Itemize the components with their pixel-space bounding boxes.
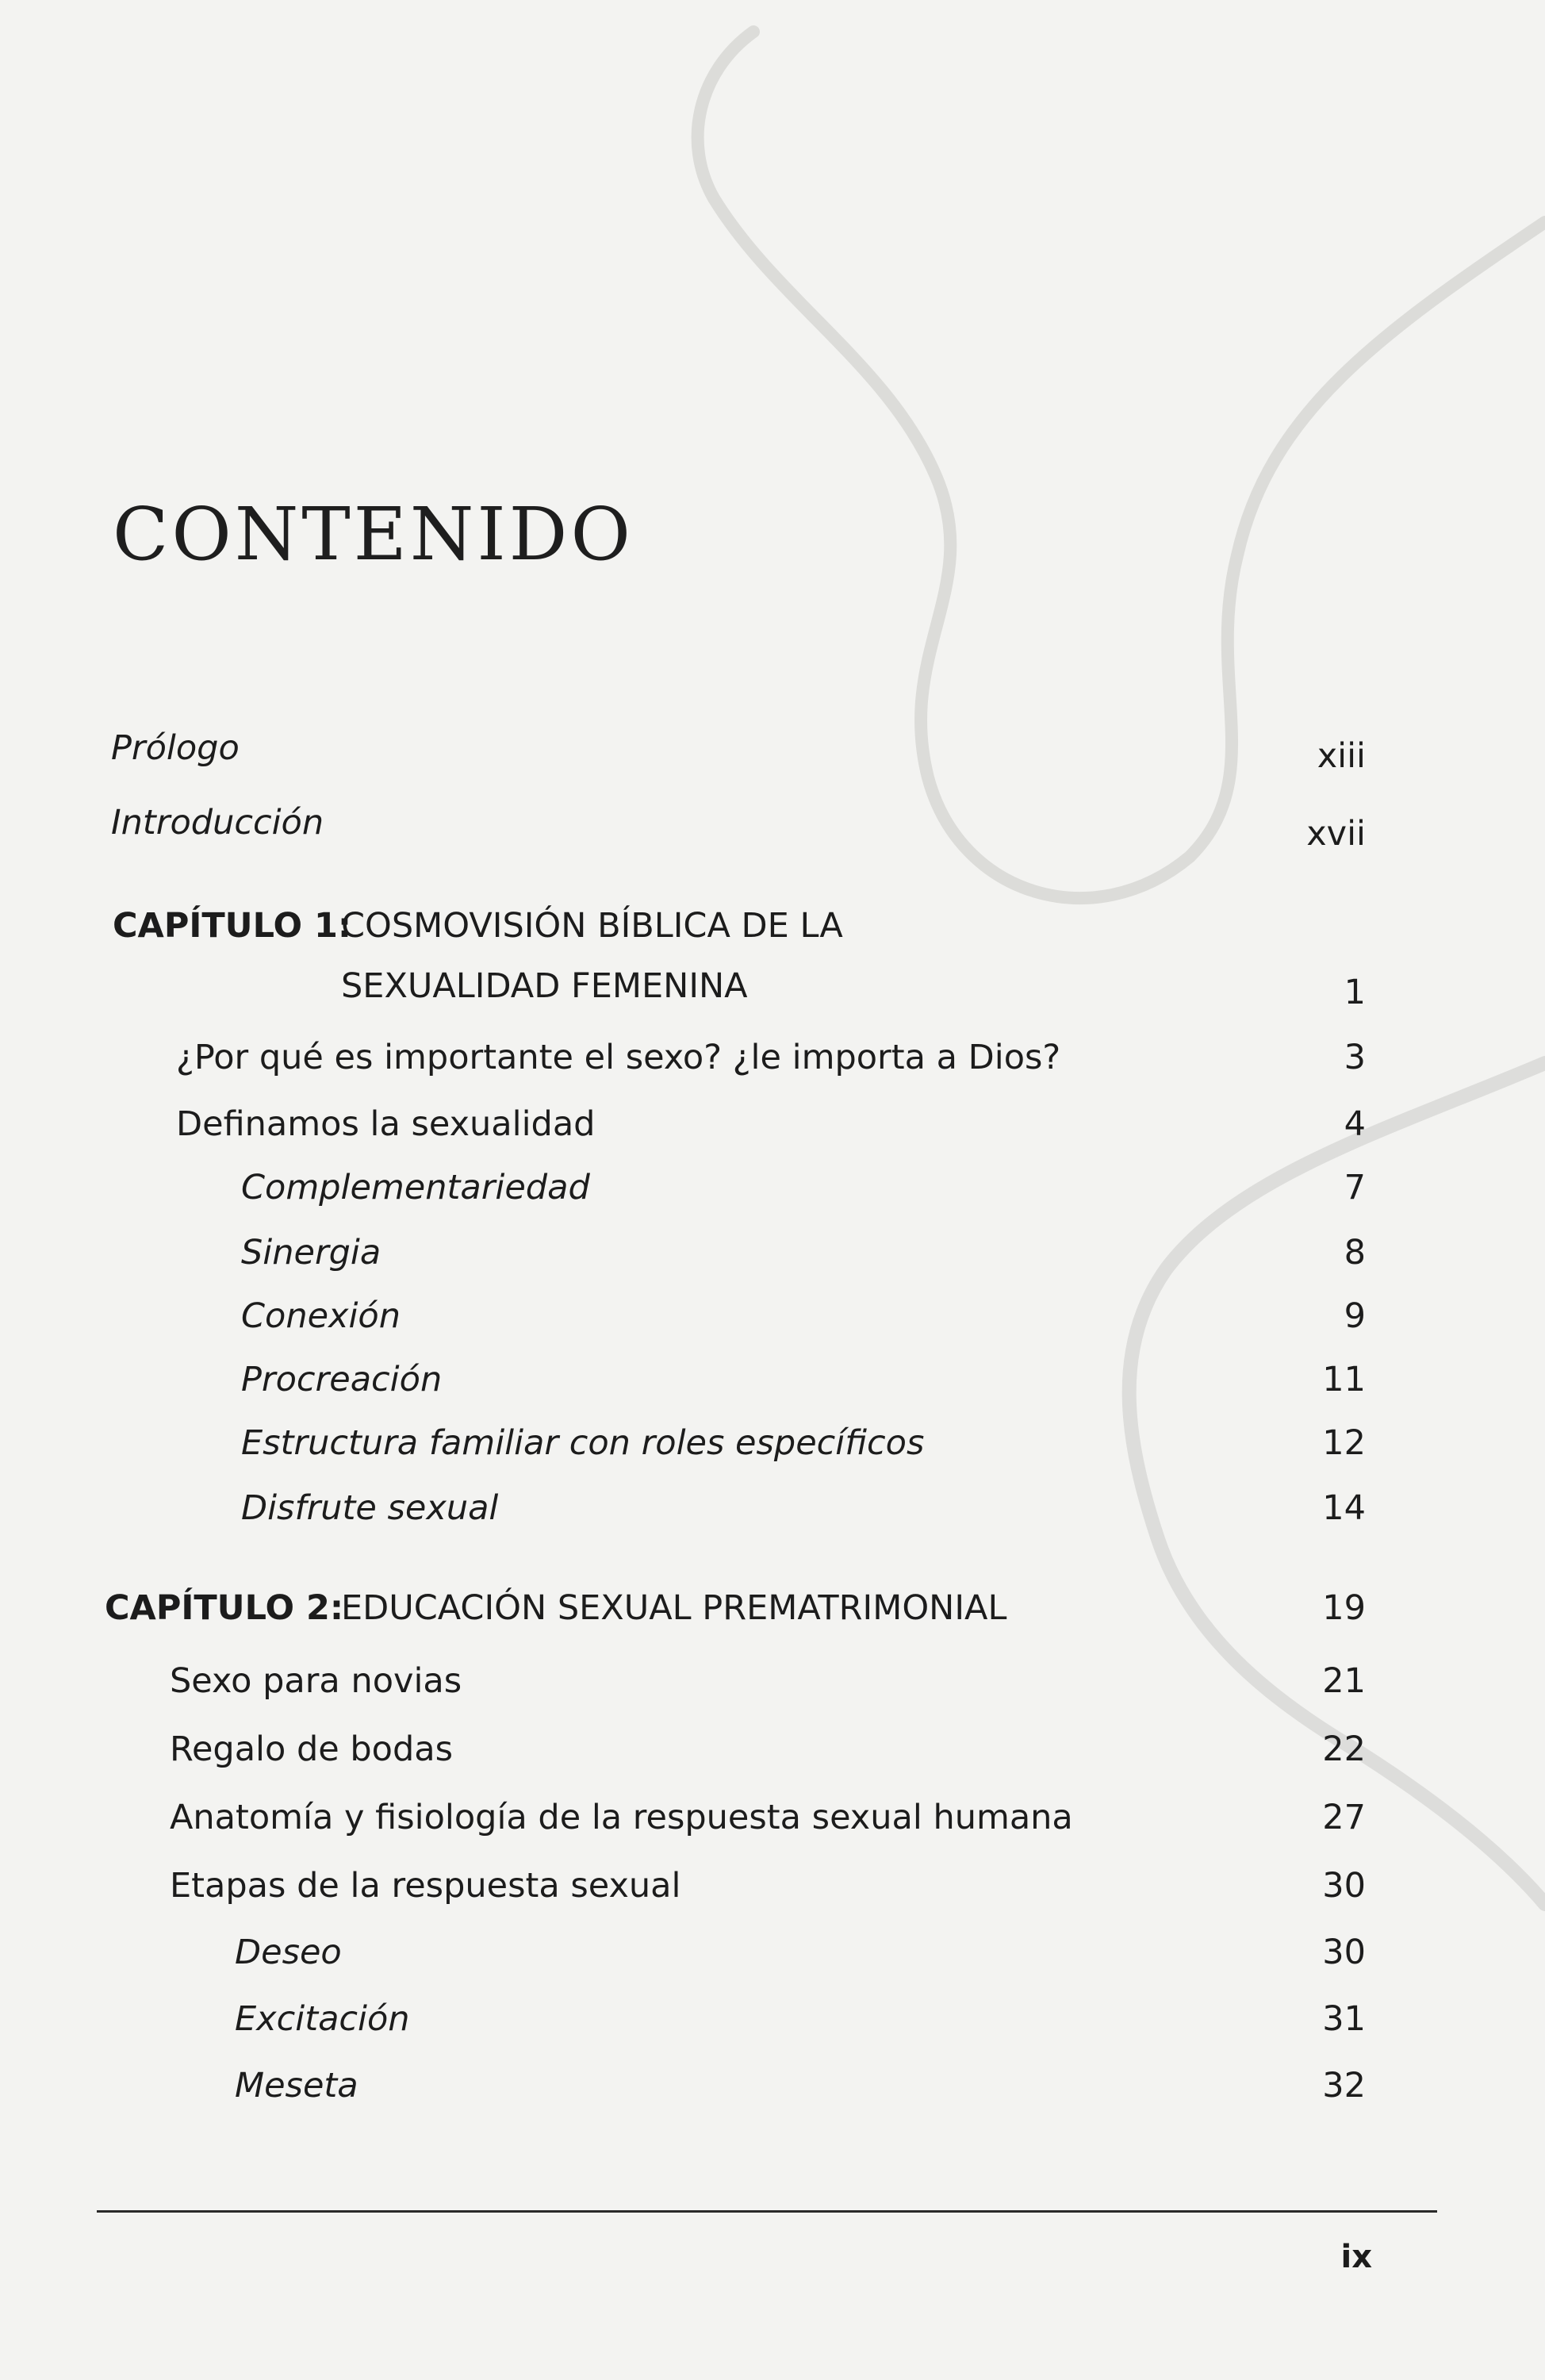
page-folio: ix <box>1340 2239 1372 2275</box>
toc-subentry <box>0 1423 1545 1487</box>
toc-label: Anatomía y fisiología de la respuesta sexual humana <box>170 1798 1073 1837</box>
toc-page-number: 30 <box>1322 1866 1366 1906</box>
toc-page-number: 7 <box>1344 1168 1366 1207</box>
toc-label: Introducción <box>111 803 324 843</box>
toc-label: Sexo para novias <box>170 1661 462 1701</box>
toc-entry-prologo <box>0 728 1545 792</box>
toc-page-number: 8 <box>1344 1233 1366 1273</box>
toc-subentry <box>0 1233 1545 1296</box>
chapter-title-line-2: SEXUALIDAD FEMENINA <box>341 966 748 1006</box>
toc-subentry <box>0 1360 1545 1423</box>
toc-page-number: 12 <box>1322 1423 1366 1463</box>
toc-subentry <box>0 1296 1545 1360</box>
toc-label: Etapas de la respuesta sexual <box>170 1866 681 1906</box>
toc-label: Sinergia <box>241 1233 381 1273</box>
toc-subentry <box>0 2066 1545 2129</box>
toc-label: Disfrute sexual <box>241 1488 499 1528</box>
toc-entry <box>0 1866 1545 1929</box>
chapter-title-line-1: COSMOVISIÓN BÍBLICA DE LA <box>341 906 843 946</box>
toc-entry <box>0 1798 1545 1861</box>
toc-subentry <box>0 1933 1545 1996</box>
toc-label: Estructura familiar con roles específicos <box>241 1423 925 1463</box>
toc-page-number: 14 <box>1322 1488 1366 1528</box>
toc-page-number: 31 <box>1322 1999 1366 2039</box>
toc-label: Conexión <box>241 1296 401 1336</box>
toc-label: Complementariedad <box>241 1168 590 1207</box>
toc-label: Regalo de bodas <box>170 1729 454 1769</box>
toc-entry <box>0 1729 1545 1793</box>
toc-page-number: 21 <box>1322 1661 1366 1701</box>
toc-subentry <box>0 1168 1545 1231</box>
footer-rule <box>97 2210 1437 2213</box>
toc-page-number: 19 <box>1322 1588 1366 1628</box>
toc-page-number: xiii <box>1317 736 1366 776</box>
toc-label: ¿Por qué es importante el sexo? ¿le importa a Dios? <box>176 1038 1061 1077</box>
toc-subentry <box>0 1999 1545 2063</box>
toc-entry <box>0 1104 1545 1168</box>
toc-label: Excitación <box>235 1999 410 2039</box>
toc-label: Procreación <box>241 1360 443 1399</box>
toc-page-number: 30 <box>1322 1933 1366 1972</box>
toc-entry <box>0 1038 1545 1101</box>
toc-page-number: 32 <box>1322 2066 1366 2106</box>
chapter-title: EDUCACIÓN SEXUAL PREMATRIMONIAL <box>341 1588 1007 1628</box>
chapter-prefix: CAPÍTULO 2: <box>105 1588 344 1628</box>
toc-entry-introduccion <box>0 803 1545 866</box>
toc-subentry <box>0 1488 1545 1552</box>
chapter-prefix: CAPÍTULO 1: <box>113 906 352 946</box>
toc-label: Definamos la sexualidad <box>176 1104 596 1144</box>
toc-chapter-2 <box>0 1588 1545 1652</box>
page-title: CONTENIDO <box>113 492 634 577</box>
toc-page-number: 9 <box>1344 1296 1366 1336</box>
toc-page-number: 1 <box>1344 973 1366 1012</box>
toc-page-number: 4 <box>1344 1104 1366 1144</box>
toc-label: Prólogo <box>111 728 240 768</box>
toc-chapter-1 <box>0 906 1545 1017</box>
toc-label: Deseo <box>235 1933 342 1972</box>
toc-page-number: 22 <box>1322 1729 1366 1769</box>
toc-page-number: 27 <box>1322 1798 1366 1837</box>
toc-page-number: xvii <box>1306 814 1366 854</box>
toc-entry <box>0 1661 1545 1725</box>
toc-label: Meseta <box>235 2066 358 2106</box>
toc-page-number: 3 <box>1344 1038 1366 1077</box>
toc-page-number: 11 <box>1322 1360 1366 1399</box>
